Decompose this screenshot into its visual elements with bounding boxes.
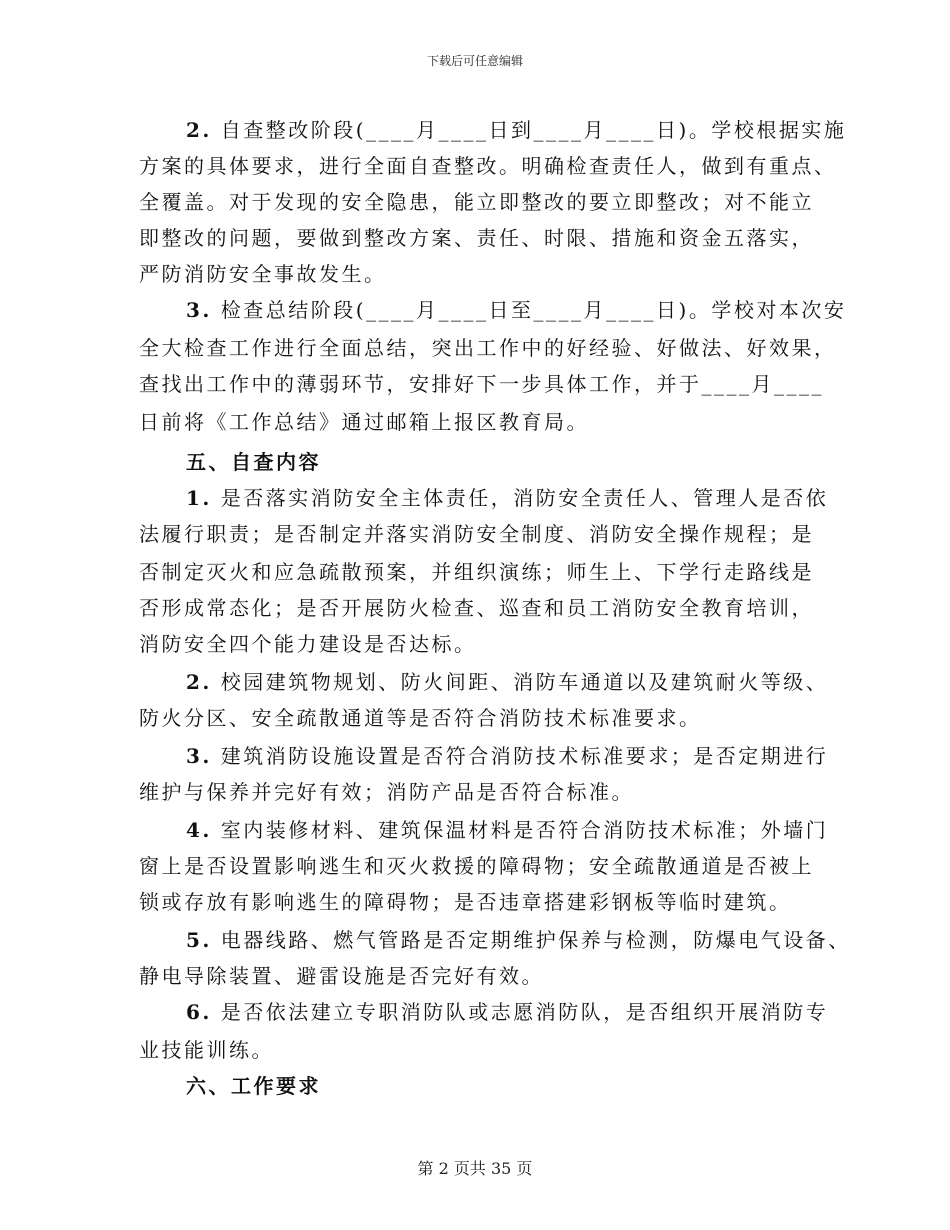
line-text: 否制定灭火和应急疏散预案，并组织演练；师生上、下学行走路线是 (139, 560, 814, 584)
item-number: 6. (186, 1000, 212, 1024)
item-number: 4. (186, 818, 212, 842)
item-number: 2. (186, 118, 212, 142)
text-line (186, 744, 828, 768)
line-text: 防火分区、安全疏散通道等是否符合消防技术标准要求。 (139, 706, 702, 730)
text-line (139, 706, 702, 730)
text-line (139, 964, 544, 988)
line-text: 即整改的问题，要做到整改方案、责任、时限、措施和资金五落实， (139, 226, 814, 250)
section-heading (186, 1074, 321, 1098)
line-text: 查找出工作中的薄弱环节，安排好下一步具体工作，并于____月____ (139, 372, 824, 396)
text-line (139, 780, 634, 804)
line-text: 窗上是否设置影响逃生和灭火救援的障碍物；安全疏散通道是否被上 (139, 854, 814, 878)
line-text: 电器线路、燃气管路是否定期维护保养与检测，防爆电气设备、 (220, 928, 851, 952)
line-text: 严防消防安全事故发生。 (139, 262, 387, 286)
text-line (139, 1038, 274, 1062)
page-header: 下载后可任意编辑 (426, 54, 523, 68)
line-text: 锁或存放有影响逃生的障碍物；是否违章搭建彩钢板等临时建筑。 (139, 890, 792, 914)
line-text: 否形成常态化；是否开展防火检查、巡查和员工消防安全教育培训， (139, 596, 814, 620)
text-line (139, 890, 792, 914)
line-text: 静电导除装置、避雷设施是否完好有效。 (139, 964, 544, 988)
section-heading (186, 450, 321, 474)
text-line (139, 262, 387, 286)
line-text: 自查整改阶段(____月____日到____月____日)。学校根据实施 (220, 118, 847, 142)
text-line (186, 1000, 828, 1024)
text-line (139, 560, 814, 584)
line-text: 校园建筑物规划、防火间距、消防车通道以及建筑耐火等级、 (220, 670, 829, 694)
line-text: 是否依法建立专职消防队或志愿消防队，是否组织开展消防专 (220, 1000, 829, 1024)
item-number: 5. (186, 928, 212, 952)
line-text: 全大检查工作进行全面总结，突出工作中的好经验、好做法、好效果， (139, 336, 837, 360)
line-text: 室内装修材料、建筑保温材料是否符合消防技术标准；外墙门 (220, 818, 829, 842)
line-text: 法履行职责；是否制定并落实消防安全制度、消防安全操作规程；是 (139, 522, 814, 546)
item-number: 3. (186, 744, 212, 768)
text-line (186, 928, 851, 952)
line-text: 建筑消防设施设置是否符合消防技术标准要求；是否定期进行 (220, 744, 829, 768)
line-text: 检查总结阶段(____月____日至____月____日)。学校对本次安 (220, 298, 847, 322)
text-line (186, 298, 846, 322)
line-text: 六、工作要求 (186, 1074, 321, 1098)
text-line (139, 226, 814, 250)
item-number: 1. (186, 486, 212, 510)
line-text: 业技能训练。 (139, 1038, 274, 1062)
line-text: 日前将《工作总结》通过邮箱上报区教育局。 (139, 410, 589, 434)
text-line (186, 818, 828, 842)
line-text: 维护与保养并完好有效；消防产品是否符合标准。 (139, 780, 634, 804)
text-line (139, 372, 824, 396)
text-line (139, 154, 837, 178)
line-text: 方案的具体要求，进行全面自查整改。明确检查责任人，做到有重点、 (139, 154, 837, 178)
text-line (186, 486, 828, 510)
line-text: 消防安全四个能力建设是否达标。 (139, 632, 477, 656)
text-line (186, 118, 846, 142)
line-text: 是否落实消防安全主体责任，消防安全责任人、管理人是否依 (220, 486, 829, 510)
page-footer: 第 2 页共 35 页 (417, 1159, 533, 1178)
text-line (139, 190, 814, 214)
text-line (139, 596, 814, 620)
text-line (139, 522, 814, 546)
text-line (139, 336, 837, 360)
item-number: 2. (186, 670, 212, 694)
line-text: 五、自查内容 (186, 450, 321, 474)
line-text: 全覆盖。对于发现的安全隐患，能立即整改的要立即整改；对不能立 (139, 190, 814, 214)
text-line (139, 632, 477, 656)
item-number: 3. (186, 298, 212, 322)
text-line (139, 410, 589, 434)
text-line (139, 854, 814, 878)
text-line (186, 670, 828, 694)
